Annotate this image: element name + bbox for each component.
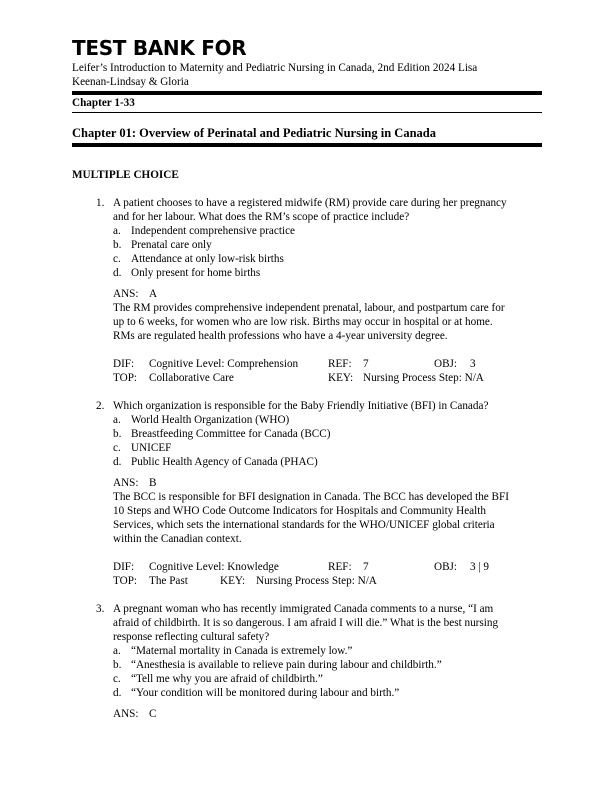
rationale-line: The RM provides comprehensive independent prenatal, labour, and postpartum care for	[113, 302, 505, 314]
option-letter: b.	[113, 239, 122, 251]
option-text: “Anesthesia is available to relieve pain during labour and childbirth.”	[131, 659, 442, 671]
answer-label: ANS:	[113, 708, 139, 720]
obj-label: OBJ:	[434, 358, 458, 370]
obj-value: 3	[470, 358, 476, 370]
option-letter: d.	[113, 267, 122, 279]
option-letter: d.	[113, 687, 122, 699]
rationale-line: 10 Steps and WHO Code Outcome Indicators for Hospitals and Community Health	[113, 505, 486, 517]
rationale-line: RMs are regulated health professions who have a 4-year university degree.	[113, 330, 448, 342]
ref-value: 7	[363, 561, 369, 573]
rationale-line: The BCC is responsible for BFI designation in Canada. The BCC has developed the BFI	[113, 491, 509, 503]
question-stem-line: and for her labour. What does the RM’s scope of practice include?	[113, 211, 410, 223]
header-rule-thin	[72, 112, 542, 113]
answer-value: B	[149, 477, 157, 489]
top-label: TOP:	[113, 575, 138, 587]
question-stem-line: afraid of childbirth. It is so dangerous. I am afraid I will die.” What is the best nursing	[113, 617, 499, 629]
option-text: “Your condition will be monitored during labour and birth.”	[131, 687, 400, 699]
top-label: TOP:	[113, 372, 138, 384]
dif-label: DIF:	[113, 358, 135, 370]
key-value: Nursing Process Step: N/A	[256, 575, 377, 587]
answer-label: ANS:	[113, 288, 139, 300]
dif-value: Cognitive Level: Knowledge	[149, 561, 279, 573]
book-subtitle	[72, 61, 542, 89]
option-letter: b.	[113, 659, 122, 671]
subtitle-line-1: Leifer’s Introduction to Maternity and Pediatric Nursing in Canada, 2nd Edition 2024 Lisa	[72, 62, 478, 74]
chapter-range: Chapter 1-33	[72, 97, 135, 109]
question-stem-line: A pregnant woman who has recently immigrated Canada comments to a nurse, “I am	[113, 603, 494, 615]
option-text: Only present for home births	[131, 267, 261, 279]
key-label: KEY:	[328, 372, 354, 384]
top-value: The Past	[149, 575, 188, 587]
question-number: 2.	[96, 400, 105, 412]
question-stem-line: A patient chooses to have a registered midwife (RM) provide care during her pregnancy	[113, 197, 507, 209]
option-text: Independent comprehensive practice	[131, 225, 296, 237]
option-text: Breastfeeding Committee for Canada (BCC)	[131, 428, 331, 440]
obj-label: OBJ:	[434, 561, 458, 573]
option-letter: c.	[113, 253, 121, 265]
option-text: UNICEF	[131, 442, 172, 454]
option-text: “Maternal mortality in Canada is extremely low.”	[131, 645, 353, 657]
ref-label: REF:	[328, 358, 352, 370]
question-stem-line: response reflecting cultural safety?	[113, 631, 270, 643]
chapter-rule	[72, 143, 542, 147]
option-letter: d.	[113, 456, 122, 468]
header-rule-thick	[72, 91, 542, 95]
option-letter: a.	[113, 225, 121, 237]
answer-label: ANS:	[113, 477, 139, 489]
top-value: Collaborative Care	[149, 372, 234, 384]
rationale-line: Services, which sets the international standards for the WHO/UNICEF global criteria	[113, 519, 495, 531]
option-text: Public Health Agency of Canada (PHAC)	[131, 456, 318, 468]
obj-value: 3 | 9	[470, 561, 490, 573]
question-number: 3.	[96, 603, 105, 615]
option-letter: c.	[113, 442, 121, 454]
option-letter: a.	[113, 645, 121, 657]
key-label: KEY:	[220, 575, 246, 587]
rationale-line: within the Canadian context.	[113, 533, 242, 545]
question-number: 1.	[96, 197, 105, 209]
section-heading: MULTIPLE CHOICE	[72, 169, 179, 181]
option-text: “Tell me why you are afraid of childbirth.”	[131, 673, 323, 685]
subtitle-line-2: Keenan-Lindsay & Gloria	[72, 76, 189, 88]
rationale-line: up to 6 weeks, for women who are low risk. Births may occur in hospital or at home.	[113, 316, 493, 328]
ref-value: 7	[363, 358, 369, 370]
option-letter: a.	[113, 414, 121, 426]
key-value: Nursing Process Step: N/A	[363, 372, 484, 384]
page-title: TEST BANK FOR	[72, 36, 247, 60]
option-letter: b.	[113, 428, 122, 440]
option-letter: c.	[113, 673, 121, 685]
dif-label: DIF:	[113, 561, 135, 573]
option-text: World Health Organization (WHO)	[131, 414, 290, 426]
ref-label: REF:	[328, 561, 352, 573]
question-stem-line: Which organization is responsible for the Baby Friendly Initiative (BFI) in Canada?	[113, 400, 489, 412]
answer-value: A	[149, 288, 158, 300]
answer-value: C	[149, 708, 157, 720]
dif-value: Cognitive Level: Comprehension	[149, 358, 299, 370]
option-text: Prenatal care only	[131, 239, 212, 251]
option-text: Attendance at only low-risk births	[131, 253, 284, 265]
chapter-title: Chapter 01: Overview of Perinatal and Pediatric Nursing in Canada	[72, 126, 436, 140]
